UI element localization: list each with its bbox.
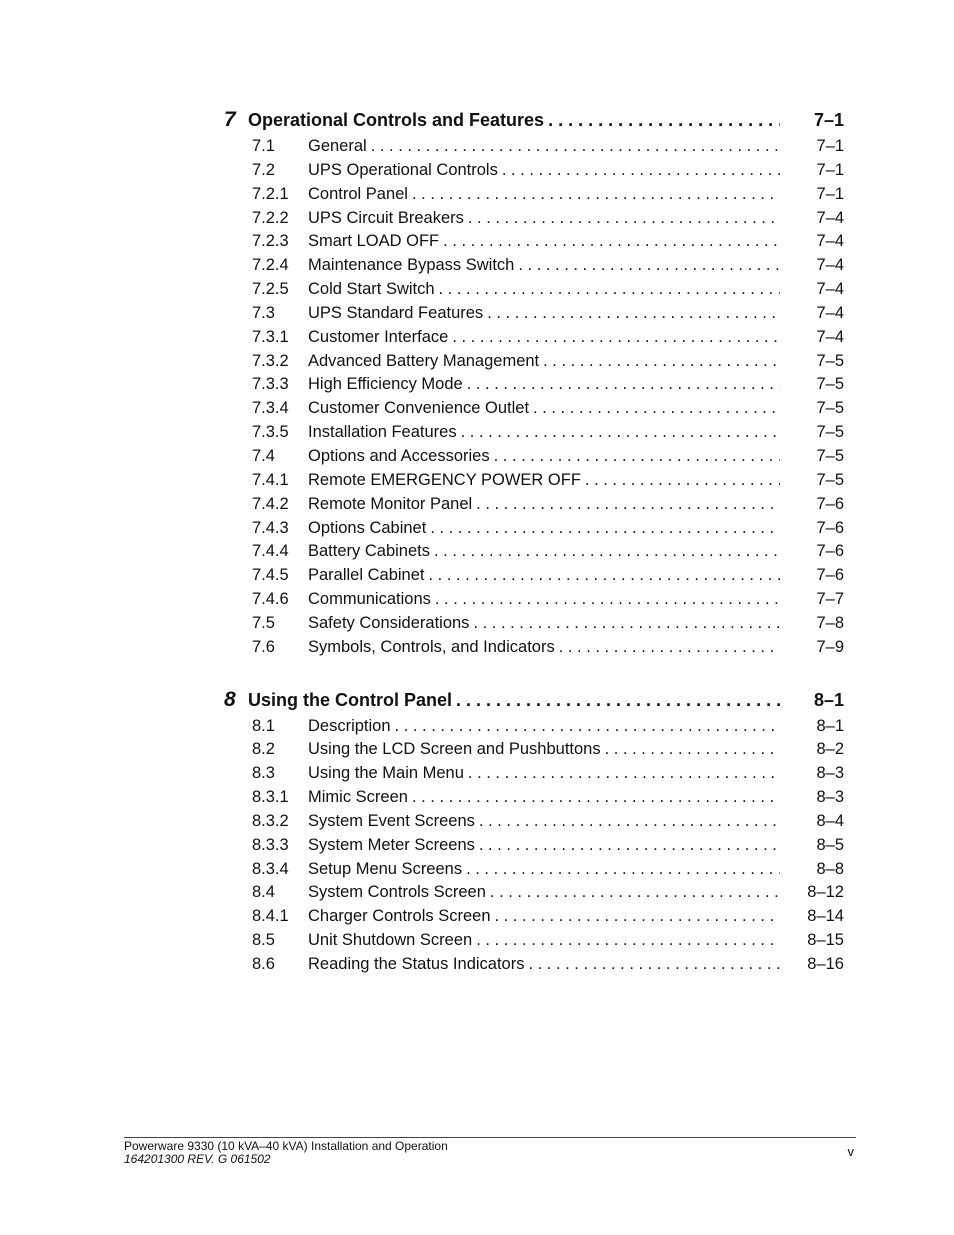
entry-number: 8.5 <box>252 931 275 950</box>
entry-title: System Meter Screens <box>308 835 475 854</box>
dot-leader <box>431 590 780 609</box>
dot-leader <box>435 280 780 299</box>
toc-chapter-heading[interactable] <box>224 688 844 716</box>
entry-number: 7.2.1 <box>252 184 289 203</box>
entry-page: 8–16 <box>807 955 844 973</box>
entry-title: Using the Main Menu <box>308 764 464 783</box>
entry-title: Options and Accessories <box>308 446 490 465</box>
dot-leader <box>430 542 780 561</box>
entry-page: 7–5 <box>816 423 844 442</box>
entry-number: 8.3.1 <box>252 788 289 807</box>
entry-page: 8–4 <box>816 811 844 830</box>
dot-leader <box>490 447 780 466</box>
entry-number: 7.2.3 <box>252 232 289 251</box>
toc-entry[interactable] <box>224 860 844 884</box>
chapter-page: 8–1 <box>813 689 844 710</box>
dot-leader <box>529 399 780 418</box>
entry-title: Customer Interface <box>308 327 449 346</box>
dot-leader <box>581 471 780 490</box>
entry-page: 7–4 <box>816 208 844 227</box>
entry-number: 7.2.2 <box>252 208 289 227</box>
entry-title: Cold Start Switch <box>308 280 435 299</box>
entry-title: Description <box>308 716 391 735</box>
entry-title: Communications <box>308 590 431 609</box>
entry-title: Using the LCD Screen and Pushbuttons <box>308 740 601 759</box>
entry-title: Customer Convenience Outlet <box>308 399 530 418</box>
entry-number: 7.4.2 <box>252 494 289 513</box>
toc-entry[interactable] <box>224 717 844 741</box>
entry-page: 7–1 <box>816 160 844 179</box>
entry-page: 8–12 <box>807 883 844 902</box>
entry-number: 8.6 <box>252 955 275 973</box>
toc-entry[interactable] <box>224 423 844 447</box>
dot-leader <box>469 614 780 633</box>
entry-page: 8–3 <box>816 788 844 807</box>
dot-leader <box>464 209 780 228</box>
dot-leader <box>539 352 780 371</box>
entry-page: 7–5 <box>816 375 844 394</box>
entry-title: General <box>308 137 367 155</box>
entry-number: 7.3 <box>252 303 275 322</box>
toc-entry[interactable] <box>224 836 844 860</box>
toc-entry[interactable] <box>224 764 844 788</box>
entry-page: 7–5 <box>816 446 844 465</box>
entry-page: 7–4 <box>816 303 844 322</box>
dot-leader <box>424 566 780 585</box>
entry-page: 8–3 <box>816 764 844 783</box>
entry-page: 7–1 <box>816 184 844 203</box>
toc-entry[interactable] <box>224 328 844 352</box>
dot-leader <box>472 931 780 950</box>
entry-title: UPS Standard Features <box>308 303 484 322</box>
entry-title: High Efficiency Mode <box>308 375 463 394</box>
dot-leader <box>448 328 780 347</box>
toc-entry[interactable] <box>224 955 844 979</box>
entry-title: Installation Features <box>308 423 457 442</box>
chapter-title: Using the Control Panel <box>248 689 453 710</box>
chapter-number: 8 <box>224 687 236 711</box>
dot-leader <box>452 690 780 711</box>
toc-entry[interactable] <box>224 352 844 376</box>
toc-entry[interactable] <box>224 883 844 907</box>
entry-title: Battery Cabinets <box>308 542 430 561</box>
entry-page: 7–6 <box>816 566 844 585</box>
entry-page: 8–14 <box>807 907 844 926</box>
entry-number: 7.4.3 <box>252 518 289 537</box>
entry-number: 7.3.2 <box>252 351 289 370</box>
toc-entry[interactable] <box>224 519 844 543</box>
toc-entry[interactable] <box>224 375 844 399</box>
dot-leader <box>439 232 780 251</box>
entry-title: Parallel Cabinet <box>308 566 425 585</box>
dot-leader <box>524 955 780 974</box>
toc-chapter-heading[interactable] <box>224 108 844 136</box>
toc-entry[interactable] <box>224 137 844 161</box>
entry-number: 7.4.4 <box>252 542 289 561</box>
dot-leader <box>408 185 780 204</box>
entry-page: 8–5 <box>816 835 844 854</box>
dot-leader <box>462 860 780 879</box>
entry-page: 8–2 <box>816 740 844 759</box>
dot-leader <box>514 256 780 275</box>
entry-page: 7–6 <box>816 494 844 513</box>
entry-page: 7–6 <box>816 518 844 537</box>
entry-title: Remote EMERGENCY POWER OFF <box>308 470 581 489</box>
entry-number: 7.3.5 <box>252 423 289 442</box>
entry-title: UPS Circuit Breakers <box>308 208 464 227</box>
entry-title: Unit Shutdown Screen <box>308 931 473 950</box>
dot-leader <box>472 495 780 514</box>
entry-title: Smart LOAD OFF <box>308 232 440 251</box>
dot-leader <box>463 375 780 394</box>
dot-leader <box>426 519 780 538</box>
dot-leader <box>483 304 780 323</box>
entry-page: 8–15 <box>807 931 844 950</box>
dot-leader <box>475 836 780 855</box>
chapter-spacer <box>224 662 844 688</box>
dot-leader <box>457 423 780 442</box>
entry-number: 8.4 <box>252 883 275 902</box>
dot-leader <box>486 883 780 902</box>
toc-entry[interactable] <box>224 232 844 256</box>
entry-title: UPS Operational Controls <box>308 160 498 179</box>
dot-leader <box>391 717 780 736</box>
entry-number: 7.6 <box>252 637 275 656</box>
entry-number: 7.3.4 <box>252 399 289 418</box>
toc-entry[interactable] <box>224 638 844 662</box>
entry-number: 7.4 <box>252 446 275 465</box>
entry-number: 7.1 <box>252 137 275 155</box>
toc-entry[interactable] <box>224 209 844 233</box>
entry-number: 8.3.3 <box>252 835 289 854</box>
toc-entry[interactable] <box>224 399 844 423</box>
dot-leader <box>367 137 780 156</box>
entry-number: 8.4.1 <box>252 907 289 926</box>
entry-number: 7.4.6 <box>252 590 289 609</box>
entry-title: Charger Controls Screen <box>308 907 491 926</box>
entry-number: 8.3.4 <box>252 859 289 878</box>
entry-title: Reading the Status Indicators <box>308 955 525 973</box>
entry-number: 7.3.1 <box>252 327 289 346</box>
entry-number: 7.2.4 <box>252 256 289 275</box>
entry-title: Control Panel <box>308 184 408 203</box>
entry-number: 8.3.2 <box>252 811 289 830</box>
page-footer <box>124 1137 856 1166</box>
entry-title: Mimic Screen <box>308 788 408 807</box>
dot-leader <box>601 740 780 759</box>
entry-number: 7.3.3 <box>252 375 289 394</box>
toc-entry[interactable] <box>224 788 844 812</box>
entry-title: Safety Considerations <box>308 613 470 632</box>
chapter-entries <box>224 717 844 979</box>
entry-title: Options Cabinet <box>308 518 427 537</box>
dot-leader <box>464 764 780 783</box>
footer-document-title: Powerware 9330 (10 kVA–40 kVA) Installation and Operation <box>124 1139 448 1153</box>
toc-entry[interactable] <box>224 614 844 638</box>
toc-entry[interactable] <box>224 256 844 280</box>
footer-page-number: v <box>847 1144 854 1159</box>
entry-title: Remote Monitor Panel <box>308 494 473 513</box>
entry-page: 7–8 <box>816 613 844 632</box>
toc-entry[interactable] <box>224 740 844 764</box>
chapter-page: 7–1 <box>813 110 844 130</box>
toc-entry[interactable] <box>224 907 844 931</box>
footer-part-number: 164201300 REV. G 061502 <box>124 1152 271 1166</box>
entry-page: 8–1 <box>816 716 844 735</box>
toc-entry[interactable] <box>224 447 844 471</box>
toc-entry[interactable] <box>224 495 844 519</box>
entry-title: System Controls Screen <box>308 883 486 902</box>
toc-entry[interactable] <box>224 471 844 495</box>
entry-page: 7–6 <box>816 542 844 561</box>
entry-title: Advanced Battery Management <box>308 351 540 370</box>
toc-entry[interactable] <box>224 590 844 614</box>
entry-page: 7–4 <box>816 256 844 275</box>
entry-page: 7–5 <box>816 470 844 489</box>
entry-page: 7–9 <box>816 637 844 656</box>
entry-page: 7–1 <box>816 137 844 155</box>
entry-page: 7–4 <box>816 232 844 251</box>
entry-number: 7.4.1 <box>252 470 289 489</box>
toc-entry[interactable] <box>224 185 844 209</box>
toc-entry[interactable] <box>224 161 844 185</box>
toc-entry[interactable] <box>224 812 844 836</box>
entry-number: 7.2 <box>252 160 275 179</box>
entry-number: 8.1 <box>252 716 275 735</box>
toc-entry[interactable] <box>224 566 844 590</box>
chapter-number: 7 <box>224 108 236 131</box>
toc-entry[interactable] <box>224 931 844 955</box>
chapter-title: Operational Controls and Features <box>248 110 545 130</box>
entry-page: 7–5 <box>816 351 844 370</box>
dot-leader <box>408 788 780 807</box>
dot-leader <box>475 812 780 831</box>
entry-title: System Event Screens <box>308 811 475 830</box>
entry-title: Setup Menu Screens <box>308 859 463 878</box>
entry-number: 8.3 <box>252 764 275 783</box>
entry-page: 7–5 <box>816 399 844 418</box>
entry-title: Maintenance Bypass Switch <box>308 256 515 275</box>
entry-number: 7.2.5 <box>252 280 289 299</box>
chapter-entries <box>224 137 844 662</box>
toc-entry[interactable] <box>224 304 844 328</box>
dot-leader <box>491 907 781 926</box>
entry-number: 8.2 <box>252 740 275 759</box>
entry-number: 7.4.5 <box>252 566 289 585</box>
dot-leader <box>544 110 780 131</box>
entry-page: 7–7 <box>816 590 844 609</box>
entry-page: 8–8 <box>816 859 844 878</box>
toc-entry[interactable] <box>224 280 844 304</box>
entry-number: 7.5 <box>252 613 275 632</box>
entry-page: 7–4 <box>816 327 844 346</box>
dot-leader <box>498 161 780 180</box>
entry-title: Symbols, Controls, and Indicators <box>308 637 555 656</box>
dot-leader <box>555 638 780 657</box>
entry-page: 7–4 <box>816 280 844 299</box>
toc-entry[interactable] <box>224 542 844 566</box>
table-of-contents <box>224 108 844 979</box>
